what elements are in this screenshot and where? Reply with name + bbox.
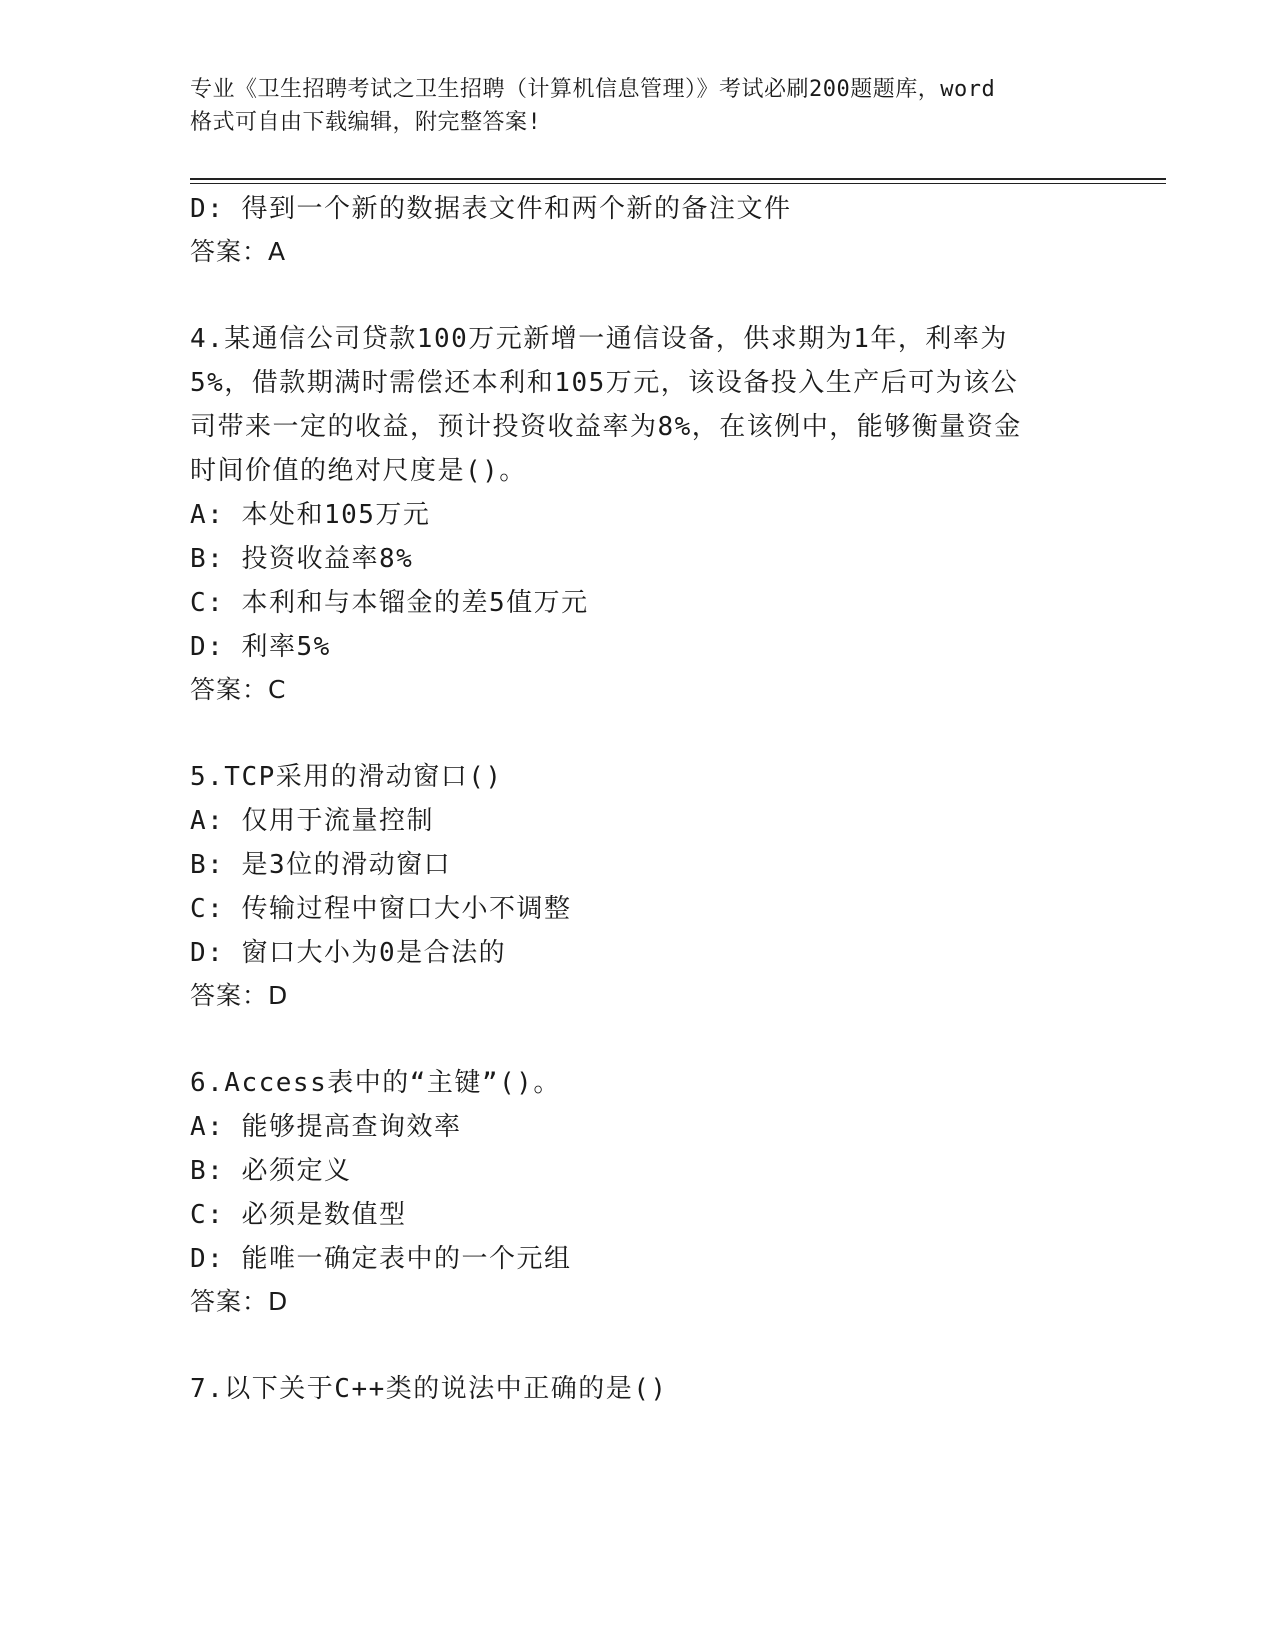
q6-question: 6.Access表中的“主键”()。	[190, 1068, 561, 1098]
q4-line-4: 时间价值的绝对尺度是()。	[190, 456, 527, 486]
q4-answer: 答案：C	[190, 675, 287, 704]
q4-line-3: 司带来一定的收益，预计投资收益率为8%，在该例中，能够衡量资金	[190, 412, 1022, 442]
q5-option-c: C: 传输过程中窗口大小不调整	[190, 894, 572, 924]
q4-option-b: B: 投资收益率8%	[190, 544, 414, 574]
header-divider-thick	[190, 178, 1166, 180]
prev-option-d: D: 得到一个新的数据表文件和两个新的备注文件	[190, 194, 792, 224]
document-header	[190, 73, 1090, 139]
q4-line-1: 4.某通信公司贷款100万元新增一通信设备，供求期为1年，利率为	[190, 324, 1008, 354]
q5-answer: 答案：D	[190, 981, 289, 1010]
q4-option-a: A: 本处和105万元	[190, 500, 431, 530]
q4-option-d: D: 利率5%	[190, 632, 331, 662]
q5-question: 5.TCP采用的滑动窗口()	[190, 762, 503, 792]
q4-line-2: 5%，借款期满时需偿还本利和105万元，该设备投入生产后可为该公	[190, 368, 1019, 398]
q6-option-b: B: 必须定义	[190, 1156, 352, 1186]
q6-answer: 答案：D	[190, 1287, 289, 1316]
header-line-2: 格式可自由下载编辑，附完整答案!	[190, 110, 542, 135]
q6-option-d: D: 能唯一确定表中的一个元组	[190, 1244, 572, 1274]
q7-question: 7.以下关于C++类的说法中正确的是()	[190, 1374, 668, 1404]
q5-option-b: B: 是3位的滑动窗口	[190, 850, 452, 880]
q4-option-c: C: 本利和与本镏金的差5值万元	[190, 588, 589, 618]
q5-option-d: D: 窗口大小为0是合法的	[190, 938, 507, 968]
q5-option-a: A: 仅用于流量控制	[190, 806, 434, 836]
header-line-1: 专业《卫生招聘考试之卫生招聘（计算机信息管理）》考试必刷200题题库，word	[190, 77, 996, 102]
header-divider-thin	[190, 183, 1166, 184]
q6-option-c: C: 必须是数值型	[190, 1200, 407, 1230]
q6-option-a: A: 能够提高查询效率	[190, 1112, 462, 1142]
prev-answer: 答案：A	[190, 237, 287, 266]
